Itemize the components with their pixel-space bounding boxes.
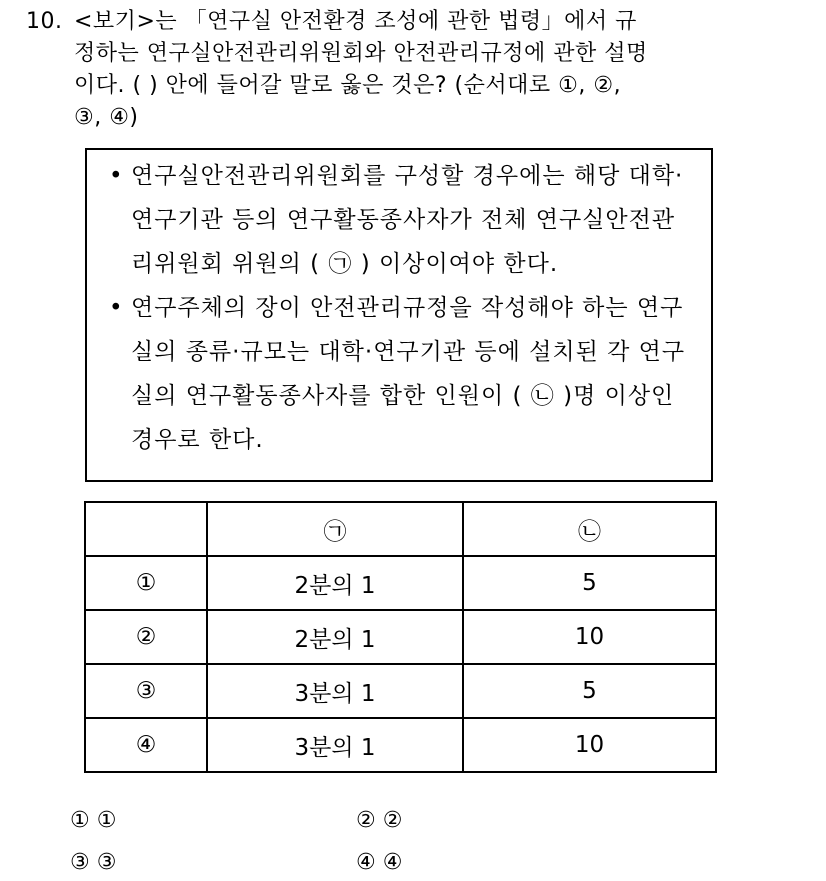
table-cell: 10 xyxy=(463,718,716,772)
choice-marker: ④ xyxy=(356,850,376,875)
example-item-1 xyxy=(107,154,693,286)
choice-marker: ③ xyxy=(70,850,90,875)
choice-marker: ① xyxy=(70,808,90,833)
question-text: <보기>는 「연구실 안전환경 조성에 관한 법령」에서 규 정하는 연구실안전관리위원회와 안전관리규정에 관한 설명 이다. ( ) 안에 들어갈 말로 옳은 것은? (순서대로 ①, ②, ③, ④) xyxy=(74,9,648,130)
choice-value: ② xyxy=(382,808,403,833)
table-cell: 5 xyxy=(463,664,716,718)
question-number: 10. xyxy=(26,9,63,34)
table-row xyxy=(85,718,716,772)
choice-value: ③ xyxy=(96,850,117,875)
table-header-cell: ㉡ xyxy=(463,502,716,556)
table-cell: ③ xyxy=(85,664,207,718)
answer-table xyxy=(84,501,717,773)
example-item-text: 연구실안전관리위원회를 구성할 경우에는 해당 대학·연구기관 등의 연구활동종사자가 전체 연구실안전관리위원회 위원의 ( ㉠ ) 이상이여야 한다. xyxy=(131,163,684,277)
table-cell: 10 xyxy=(463,610,716,664)
answer-choice-2[interactable] xyxy=(356,808,402,833)
choice-value: ① xyxy=(96,808,117,833)
answer-choice-1[interactable] xyxy=(70,808,116,833)
bullet-icon: • xyxy=(109,163,124,189)
table-cell: 2분의 1 xyxy=(207,610,463,664)
answer-choice-3[interactable] xyxy=(70,850,116,875)
table-row xyxy=(85,556,716,610)
table-cell: ① xyxy=(85,556,207,610)
bullet-icon: • xyxy=(109,295,124,321)
table-header-cell xyxy=(85,502,207,556)
table-header-cell: ㉠ xyxy=(207,502,463,556)
table-cell: 3분의 1 xyxy=(207,664,463,718)
table-cell: 2분의 1 xyxy=(207,556,463,610)
example-item-text: 연구주체의 장이 안전관리규정을 작성해야 하는 연구실의 종류·규모는 대학·연구기관 등에 설치된 각 연구실의 연구활동종사자를 합한 인원이 ( ㉡ )명 이상인 경우로 한다. xyxy=(131,295,686,453)
table-cell: 5 xyxy=(463,556,716,610)
choice-marker: ② xyxy=(356,808,376,833)
table-cell: ② xyxy=(85,610,207,664)
table-cell: 3분의 1 xyxy=(207,718,463,772)
table-cell: ④ xyxy=(85,718,207,772)
example-box xyxy=(85,148,713,482)
question xyxy=(26,6,806,134)
choice-value: ④ xyxy=(382,850,403,875)
table-row xyxy=(85,610,716,664)
table-row xyxy=(85,664,716,718)
answer-choice-4[interactable] xyxy=(356,850,402,875)
example-item-2 xyxy=(107,286,693,462)
table-header-row xyxy=(85,502,716,556)
